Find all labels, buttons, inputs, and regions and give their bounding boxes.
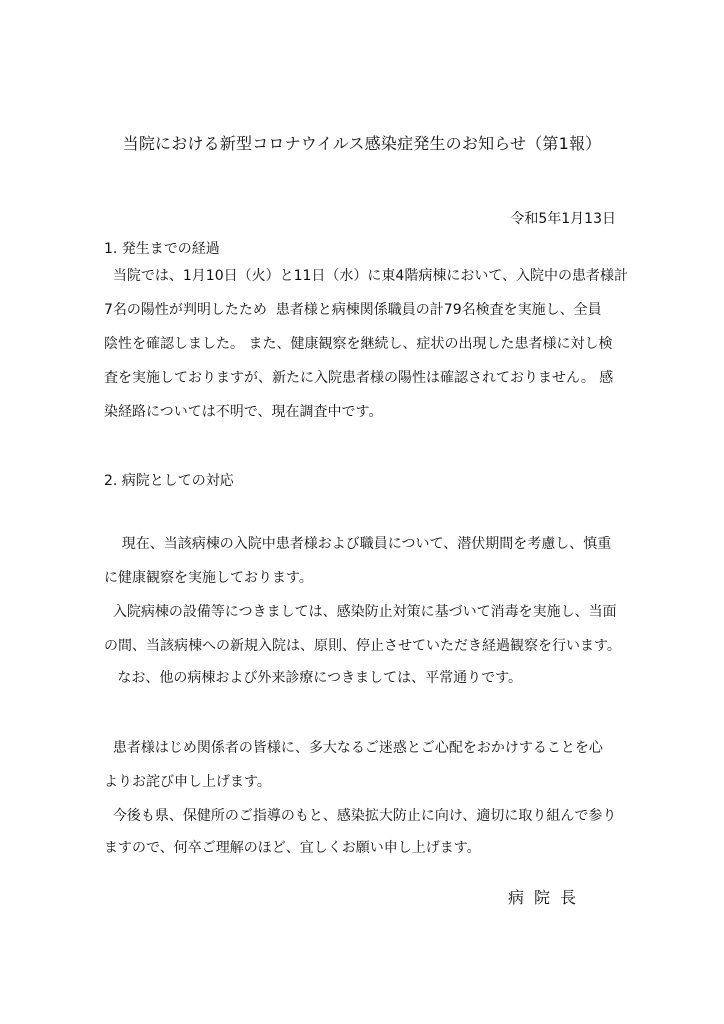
closing-line: 今後も県、保健所のご指導のもと、感染拡大防止に向け、適切に取り組んで参り xyxy=(104,808,617,824)
document-title: 当院における新型コロナウイルス感染症発生のお知らせ（第1報） xyxy=(122,134,602,153)
closing-line: よりお詫び申し上げます。 xyxy=(104,774,271,790)
section1-line: 7名の陽性が判明したため 患者様と病棟関係職員の計79名検査を実施し、全員 xyxy=(104,302,602,318)
section1-line: 査を実施しておりますが、新たに入院患者様の陽性は確認されておりません。 感 xyxy=(104,370,614,386)
section2-line: なお、他の病棟および外来診療につきましては、平常通りです。 xyxy=(104,670,522,686)
section2-line: の間、当該病棟への新規入院は、原則、停止させていただき経過観察を行います。 xyxy=(104,638,621,654)
section2-heading: 2. 病院としての対応 xyxy=(104,473,234,489)
section1-line: 当院では、1月10日（火）と11日（水）に東4階病棟において、入院中の患者様計 xyxy=(104,268,629,284)
document-date: 令和5年1月13日 xyxy=(510,211,616,227)
section2-line: 現在、当該病棟の入院中患者様および職員について、潜伏期間を考慮し、慎重 xyxy=(104,536,612,552)
closing-line: 患者様はじめ関係者の皆様に、多大なるご迷惑とご心配をおかけすることを心 xyxy=(104,740,603,756)
section1-line: 陰性を確認しました。 また、健康観察を継続し、症状の出現した患者様に対し検 xyxy=(104,336,613,352)
closing-line: ますので、何卒ご理解のほど、宜しくお願い申し上げます。 xyxy=(104,840,481,856)
section2-line: 入院病棟の設備等につきましては、感染防止対策に基づいて消毒を実施し、当面 xyxy=(104,604,617,620)
section2-line: に健康観察を実施しております。 xyxy=(104,570,313,586)
section1-heading: 1. 発生までの経過 xyxy=(104,241,220,257)
section1-line: 染経路については不明で、現在調査中です。 xyxy=(104,404,383,420)
signature: 病院長 xyxy=(508,888,587,907)
